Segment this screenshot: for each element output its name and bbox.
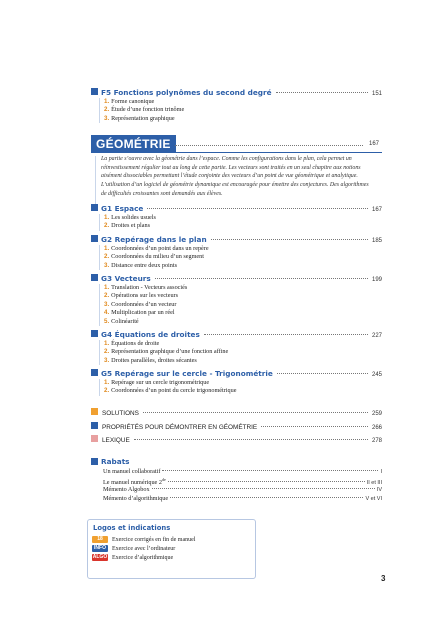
algo-badge: ALGO [92, 554, 108, 560]
chapter-page: 199 [371, 277, 382, 283]
appendix-lexique[interactable]: LEXIQUE 278 [91, 435, 382, 444]
chapter-g2[interactable] [91, 235, 382, 270]
list-item: 1. Équations de droite [104, 340, 160, 347]
chapter-title: G4 Équations de droites [101, 330, 200, 339]
chapter-title: G5 Repérage sur le cercle - Trigonométrie [101, 369, 273, 378]
chapter-marker [91, 330, 98, 337]
appendix-proprietes[interactable]: PROPRIÉTÉS POUR DÉMONTRER EN GÉOMÉTRIE 266 [91, 422, 382, 431]
chapter-g5[interactable] [91, 369, 382, 396]
info-badge: INFO [92, 545, 108, 552]
chapter-title: G3 Vecteurs [101, 274, 151, 283]
list-item: 2. Représentation graphique d’une fonction affine [104, 348, 229, 356]
appendix-marker [91, 435, 98, 442]
list-item: 1. Repérage sur un cercle trigonométrique [104, 379, 210, 386]
appendix-marker [91, 408, 98, 415]
section-intro: La partie s’ouvre avec la géométrie dans l’espace. Comme les configurations dans le plan, cela permet un réinvestissement régulier tout au long de cette partie. Les vecteurs sont traités en un seul chapitre aux notions aisément dissociables permettant l’étude conjointe des vecteurs d’un point de vue géométrique et analytique. L’utilisation d’un logiciel de géométrie dynamique est encouragée pour émettre des conjectures. Des algorithmes de difficultés croissantes sont demandés aux élèves. [101, 156, 369, 197]
list-item: 2. Droites et plans [104, 222, 151, 230]
chapter-marker [91, 274, 98, 281]
chapter-title: F5 Fonctions polynômes du second degré [101, 88, 272, 97]
rabats-title: Rabats [91, 457, 130, 466]
list-item: 3. Distance entre deux points [104, 261, 177, 269]
list-item: 1. Les solides usuels [104, 214, 156, 221]
rabats-marker [91, 458, 98, 465]
chapter-g1[interactable] [91, 204, 382, 231]
rabat-item[interactable]: Mémento Algobox IV [103, 486, 382, 493]
divider [91, 152, 382, 153]
list-item: 2. Coordonnées du milieu d’un segment [104, 253, 204, 261]
list-item: 1. Coordonnées d’un point dans un repère [104, 245, 209, 252]
chapter-g3[interactable] [91, 274, 382, 326]
chapter-marker [91, 88, 98, 95]
rabat-item[interactable]: Un manuel collaboratif I [103, 468, 382, 475]
list-item: 5. Colinéarité [104, 317, 139, 325]
appendix-marker [91, 422, 98, 429]
chapter-page: 167 [371, 207, 382, 213]
legend-row: INFO Exercice avec l’ordinateur [92, 545, 175, 552]
list-item: 2. Étude d’une fonction trinôme [104, 106, 185, 114]
list-item: 3. Coordonnées d’un vecteur [104, 300, 177, 308]
list-item: 3. Droites parallèles, droites sécantes [104, 356, 197, 364]
chapter-marker [91, 235, 98, 242]
list-item: 1. Translation - Vecteurs associés [104, 284, 188, 291]
list-item: 4. Multiplication par un réel [104, 309, 175, 317]
chapter-title: G1 Espace [101, 204, 144, 213]
legend-title: Logos et indications [93, 524, 171, 532]
chapter-page: 185 [371, 238, 382, 244]
section-page: 167 [369, 141, 380, 147]
corrected-exercise-badge: 18 [92, 536, 108, 543]
chapter-f5[interactable] [91, 88, 382, 123]
appendix-solutions[interactable]: SOLUTIONS 259 [91, 408, 382, 417]
list-item: 2. Opérations sur les vecteurs [104, 292, 179, 300]
list-item: 1. Forme canonique [104, 98, 155, 105]
rabat-item[interactable]: Le manuel numérique 2de II et III [103, 477, 382, 487]
page-number: 3 [381, 574, 386, 583]
chapter-page: 245 [371, 372, 382, 378]
list-item: 3. Représentation graphique [104, 114, 175, 122]
rabat-item[interactable]: Mémento d’algorithmique V et VI [103, 495, 382, 502]
chapter-marker [91, 369, 98, 376]
chapter-g4[interactable] [91, 330, 382, 365]
section-title[interactable]: GÉOMÉTRIE [91, 135, 176, 153]
chapter-title: G2 Repérage dans le plan [101, 235, 207, 244]
chapter-page: 151 [371, 91, 382, 97]
legend-row: 18 Exercice corrigés en fin de manuel [92, 536, 195, 543]
chapter-page: 227 [371, 333, 382, 339]
legend-row: ALGO Exercice d’algorithmique [92, 554, 174, 561]
legend-box [87, 519, 256, 579]
chapter-marker [91, 204, 98, 211]
list-item: 2. Coordonnées d’un point du cercle trigonométrique [104, 387, 237, 395]
